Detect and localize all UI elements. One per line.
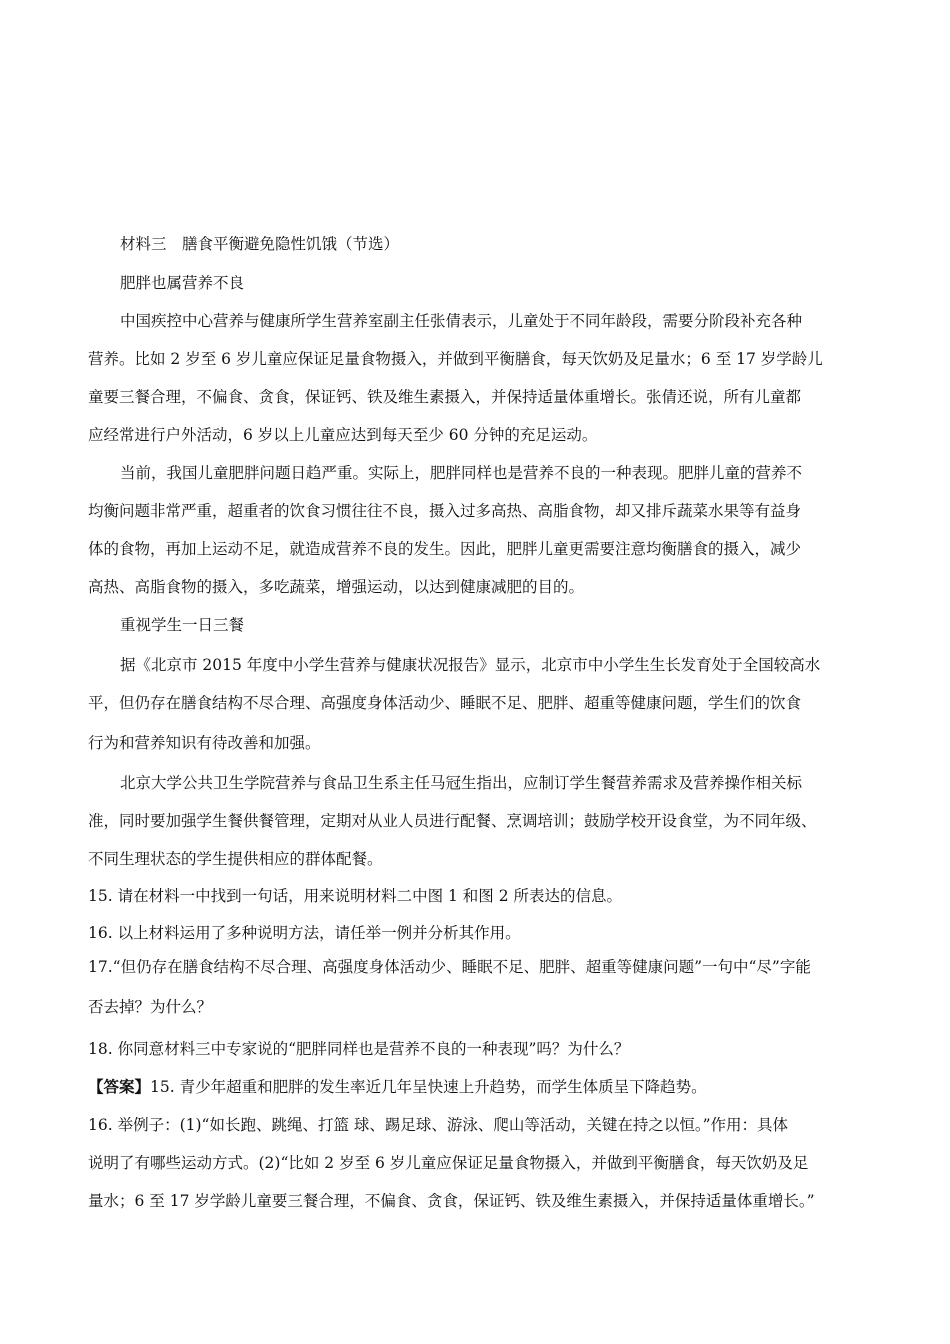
paragraph-line: 北京大学公共卫生学院营养与食品卫生系主任马冠生指出，应制订学生餐营养需求及营养操作相关标: [120, 774, 803, 792]
subheading: 重视学生一日三餐: [120, 616, 245, 634]
paragraph-line: 不同生理状态的学生提供相应的群体配餐。: [88, 850, 383, 868]
paragraph-line: 行为和营养知识有待改善和加强。: [88, 734, 321, 752]
answer-16-line: 16. 举例子：(1)“如长跑、跳绳、打篮 球、踢足球、游泳、爬山等活动，关键在持之以恒。”作用：具体: [88, 1116, 789, 1134]
paragraph-line: 据《北京市 2015 年度中小学生营养与健康状况报告》显示，北京市中小学生生长发育处于全国较高水: [120, 656, 821, 674]
paragraph-line: 中国疾控中心营养与健康所学生营养室副主任张倩表示，儿童处于不同年龄段，需要分阶段补充各种: [120, 312, 803, 330]
paragraph-line: 当前，我国儿童肥胖问题日趋严重。实际上，肥胖同样也是营养不良的一种表现。肥胖儿童的营养不: [120, 464, 803, 482]
paragraph-line: 均衡问题非常严重，超重者的饮食习惯往往不良，摄入过多高热、高脂食物，却又排斥蔬菜水果等有益身: [88, 502, 802, 520]
question-17: 17.“但仍存在膳食结构不尽合理、高强度身体活动少、睡眠不足、肥胖、超重等健康问题”一句中“尽”字能: [88, 958, 811, 976]
paragraph-line: 平，但仍存在膳食结构不尽合理、高强度身体活动少、睡眠不足、肥胖、超重等健康问题，学生们的饮食: [88, 694, 802, 712]
answer-15: 15. 青少年超重和肥胖的发生率近几年呈快速上升趋势，而学生体质呈下降趋势。: [150, 1078, 707, 1096]
paragraph-line: 准，同时要加强学生餐供餐管理，定期对从业人员进行配餐、烹调培训；鼓励学校开设食堂，为不同年级、: [88, 812, 817, 830]
answer-16-line: 量水；6 至 17 岁学龄儿童要三餐合理，不偏食、贪食，保证钙、铁及维生素摄入，并保持适量体重增长。”: [88, 1192, 815, 1210]
answer-15-line: [88, 1076, 863, 1098]
paragraph-line: 童要三餐合理，不偏食、贪食，保证钙、铁及维生素摄入，并保持适量体重增长。张倩还说，所有儿童都: [88, 388, 802, 406]
answer-label: 【答案】: [88, 1077, 151, 1096]
section-title: 材料三 膳食平衡避免隐性饥饿（节选）: [120, 235, 400, 253]
question-15: 15. 请在材料一中找到一句话，用来说明材料二中图 1 和图 2 所表达的信息。: [88, 887, 623, 905]
question-17-cont: 否去掉？为什么？: [88, 998, 213, 1016]
paragraph-line: 营养。比如 2 岁至 6 岁儿童应保证足量食物摄入，并做到平衡膳食，每天饮奶及足量水；6 至 17 岁学龄儿: [88, 350, 823, 368]
paragraph-line: 应经常进行户外活动，6 岁以上儿童应达到每天至少 60 分钟的充足运动。: [88, 426, 598, 444]
question-18: 18. 你同意材料三中专家说的“肥胖同样也是营养不良的一种表现”吗？为什么？: [88, 1040, 630, 1058]
paragraph-line: 体的食物，再加上运动不足，就造成营养不良的发生。因此，肥胖儿童更需要注意均衡膳食的摄入，减少: [88, 540, 802, 558]
paragraph-line: 高热、高脂食物的摄入，多吃蔬菜，增强运动，以达到健康减肥的目的。: [88, 578, 585, 596]
subheading: 肥胖也属营养不良: [120, 274, 245, 292]
answer-16-line: 说明了有哪些运动方式。(2)“比如 2 岁至 6 岁儿童应保证足量食物摄入，并做到平衡膳食，每天饮奶及足: [88, 1154, 809, 1172]
question-16: 16. 以上材料运用了多种说明方法，请任举一例并分析其作用。: [88, 924, 521, 942]
